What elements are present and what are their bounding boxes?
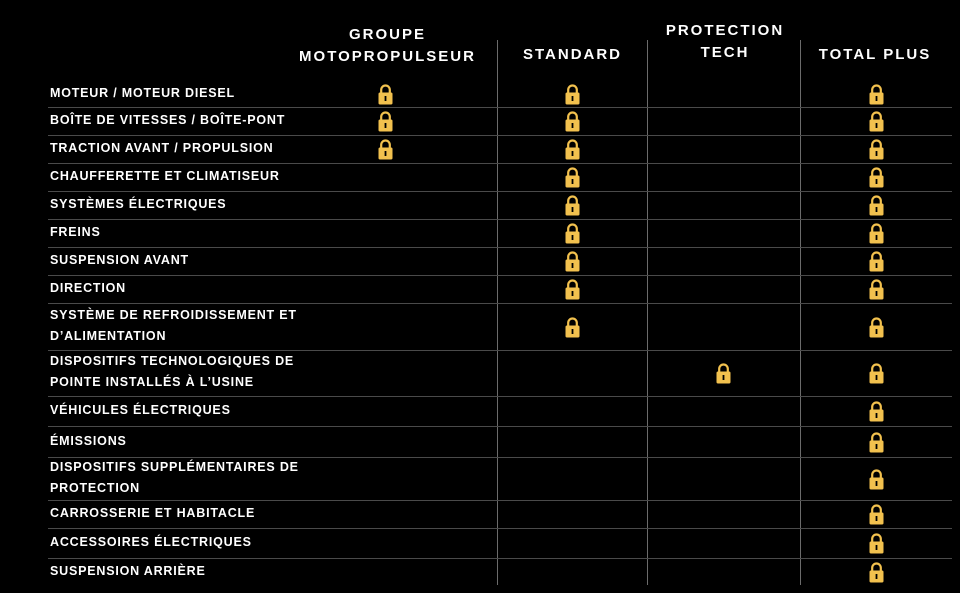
padlock-icon — [565, 84, 580, 105]
padlock-icon — [869, 432, 884, 453]
header-groupe-line1: GROUPE — [348, 26, 426, 43]
row-divider — [48, 247, 952, 248]
header-groupe-motopropulseur — [280, 24, 495, 68]
row-label: ACCESSOIRES ÉLECTRIQUES — [50, 535, 252, 549]
row-divider — [48, 500, 952, 501]
padlock-icon — [869, 167, 884, 188]
row-label: SYSTÈMES ÉLECTRIQUES — [50, 197, 227, 211]
padlock-icon — [378, 139, 393, 160]
padlock-icon — [565, 223, 580, 244]
row-divider — [48, 426, 952, 427]
row-label: MOTEUR / MOTEUR DIESEL — [50, 85, 235, 100]
padlock-icon — [378, 84, 393, 105]
padlock-icon — [565, 167, 580, 188]
padlock-icon — [869, 533, 884, 554]
row-divider — [48, 558, 952, 559]
padlock-icon — [565, 317, 580, 338]
row-divider — [48, 191, 952, 192]
row-divider — [48, 163, 952, 164]
column-divider — [647, 40, 648, 585]
row-label: BOÎTE DE VITESSES / BOÎTE-PONT — [50, 113, 286, 127]
header-protection-tech — [650, 20, 800, 64]
row-divider — [48, 275, 952, 276]
row-label: CHAUFFERETTE ET CLIMATISEUR — [50, 169, 280, 183]
padlock-icon — [869, 139, 884, 160]
row-divider — [48, 107, 952, 108]
padlock-icon — [869, 279, 884, 300]
row-label: SUSPENSION AVANT — [50, 253, 189, 267]
padlock-icon — [869, 251, 884, 272]
padlock-icon — [869, 469, 884, 490]
padlock-icon — [565, 111, 580, 132]
header-groupe-line2: MOTOPROPULSEUR — [299, 48, 476, 65]
row-divider — [48, 219, 952, 220]
row-label: SYSTÈME DE REFROIDISSEMENT ET D’ALIMENTATION — [50, 307, 297, 343]
header-standard: STANDARD — [522, 46, 623, 63]
row-label: DISPOSITIFS SUPPLÉMENTAIRES DE PROTECTION — [50, 459, 299, 495]
row-divider — [48, 135, 952, 136]
padlock-icon — [869, 111, 884, 132]
row-label: DISPOSITIFS TECHNOLOGIQUES DE POINTE INSTALLÉS À L’USINE — [50, 354, 295, 389]
column-divider — [497, 40, 498, 585]
row-divider — [48, 396, 952, 397]
padlock-icon — [869, 84, 884, 105]
header-tech-line1: PROTECTION — [665, 22, 785, 39]
padlock-icon — [716, 363, 731, 384]
row-label: FREINS — [50, 225, 101, 239]
padlock-icon — [378, 111, 393, 132]
padlock-icon — [565, 251, 580, 272]
row-label: VÉHICULES ÉLECTRIQUES — [50, 403, 231, 417]
row-label: ÉMISSIONS — [50, 433, 127, 448]
column-divider — [800, 40, 801, 585]
padlock-icon — [869, 195, 884, 216]
padlock-icon — [565, 195, 580, 216]
header-total-plus: TOTAL PLUS — [818, 46, 932, 63]
padlock-icon — [565, 139, 580, 160]
padlock-icon — [869, 223, 884, 244]
padlock-icon — [869, 401, 884, 422]
padlock-icon — [869, 504, 884, 525]
padlock-icon — [869, 317, 884, 338]
row-divider — [48, 528, 952, 529]
padlock-icon — [869, 363, 884, 384]
header-tech-line2: TECH — [700, 44, 750, 61]
row-label: TRACTION AVANT / PROPULSION — [50, 141, 274, 155]
row-label: CARROSSERIE ET HABITACLE — [50, 506, 256, 520]
padlock-icon — [869, 562, 884, 583]
row-label: SUSPENSION ARRIÈRE — [50, 563, 206, 578]
row-label: DIRECTION — [50, 281, 126, 295]
padlock-icon — [565, 279, 580, 300]
